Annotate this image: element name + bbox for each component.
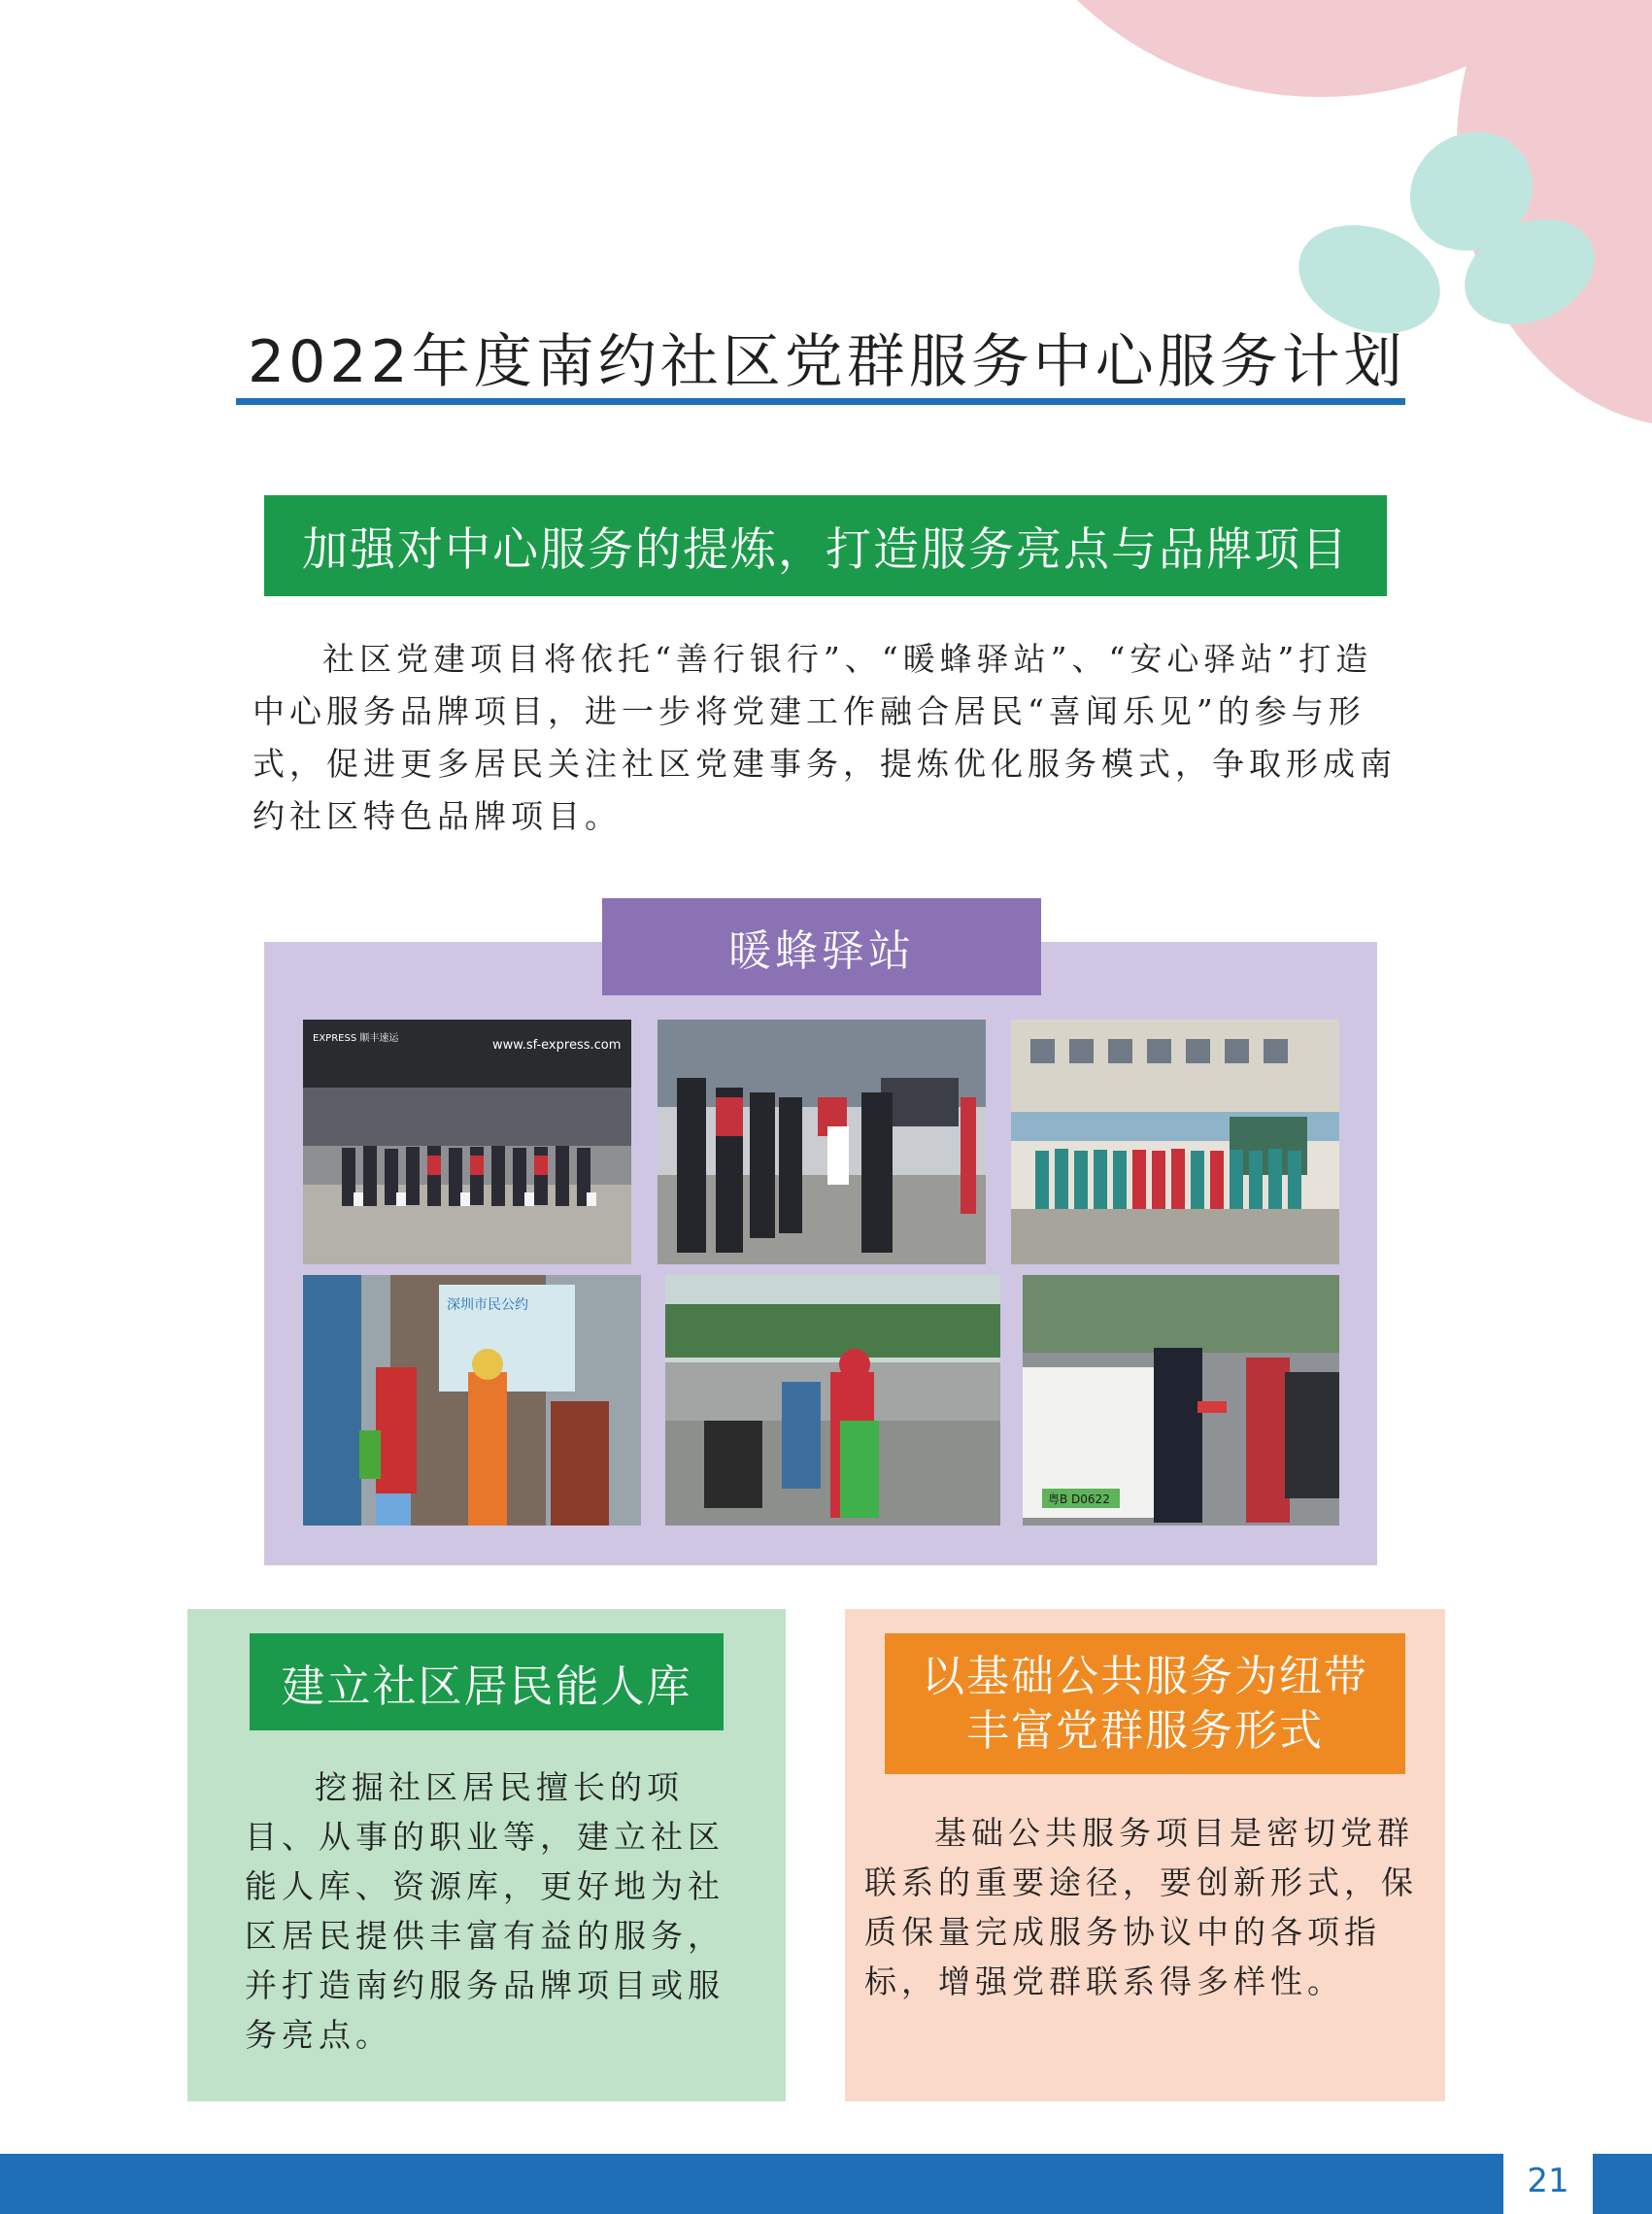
photo-group-sf-express-storefront — [303, 1020, 631, 1264]
title-underline — [236, 398, 1405, 405]
photo-panel-title: 暖蜂驿站 — [602, 898, 1041, 995]
card-talent-pool-paragraph: 挖掘社区居民擅长的项目、从事的职业等，建立社区能人库、资源库，更好地为社区居民提供丰富有益的服务，并打造南约服务品牌项目或服务亮点。 — [245, 1768, 725, 2054]
photo-group-green-uniforms — [1011, 1020, 1339, 1264]
plate-text: 粤B D0622 — [1048, 1493, 1110, 1506]
sf-url-sign: www.sf-express.com — [492, 1038, 622, 1053]
section-paragraph: 社区党建项目将依托“善行银行”、“暖蜂驿站”、“安心驿站”打造中心服务品牌项目，进一步将党建工作融合居民“喜闻乐见”的参与形式，促进更多居民关注社区党建事务，提炼优化服务模式，争取形成南约社区特色品牌项目。 — [253, 640, 1397, 835]
photo-volunteer-and-sanitation-worker — [303, 1275, 641, 1526]
photo-volunteers-handing-bags — [657, 1020, 986, 1264]
page-title: 2022年度南约社区党群服务中心服务计划 — [248, 328, 1406, 396]
photo-volunteer-and-delivery-rider — [665, 1275, 1000, 1526]
section-banner: 加强对中心服务的提炼，打造服务亮点与品牌项目 — [264, 495, 1387, 596]
civic-sign: 深圳市民公约 — [447, 1297, 528, 1313]
page-number: 21 — [1503, 2148, 1593, 2214]
photo-volunteer-and-taxi-driver — [1023, 1275, 1339, 1526]
card-talent-pool-label: 建立社区居民能人库 — [250, 1633, 724, 1730]
card-public-service-label — [885, 1633, 1405, 1774]
card-public-service-label-line1: 以基础公共服务为纽带 — [922, 1651, 1368, 1701]
card-public-service-label-line2: 丰富党群服务形式 — [966, 1705, 1324, 1756]
sf-store-sign: EXPRESS 顺丰速运 — [313, 1033, 399, 1044]
card-public-service-paragraph: 基础公共服务项目是密切党群联系的重要途径，要创新形式，保质保量完成服务协议中的各项指标，增强党群联系得多样性。 — [864, 1814, 1418, 2000]
footer-bar — [0, 2154, 1652, 2214]
